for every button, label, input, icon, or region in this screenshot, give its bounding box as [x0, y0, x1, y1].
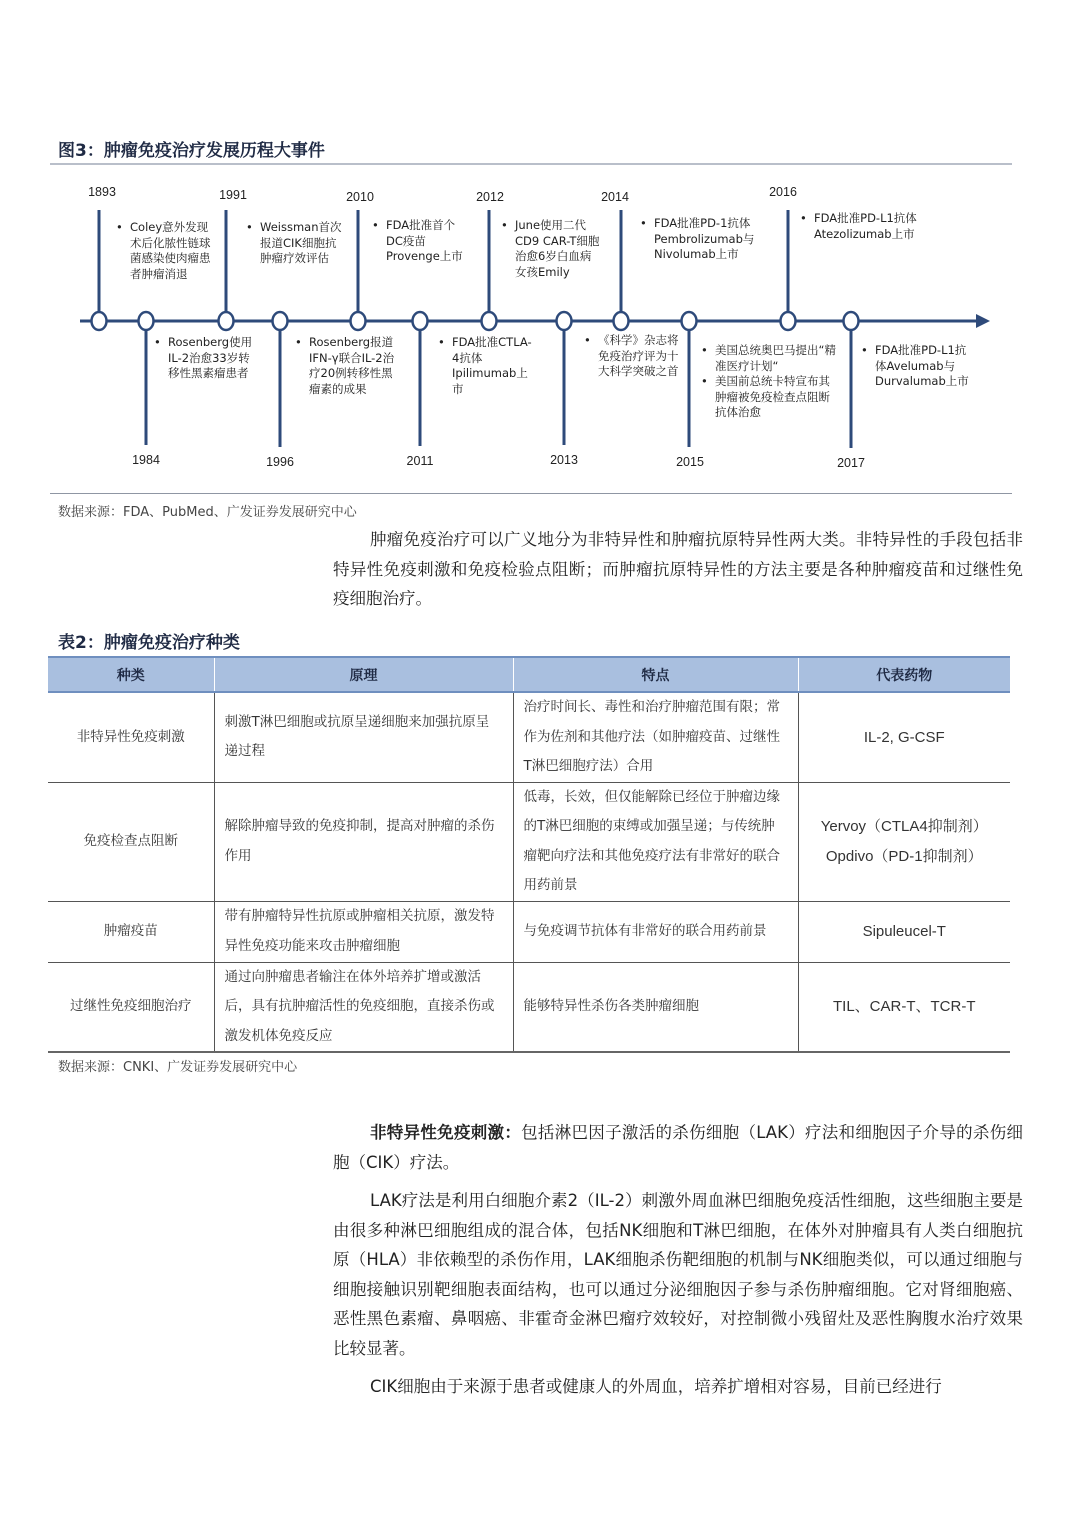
cell-drugs: TIL、CAR-T、TCR-T [798, 962, 1010, 1052]
event-text: • FDA批准首个DC疫苗Provenge上市 [372, 218, 464, 265]
table-row [48, 782, 1010, 901]
cell-principle: 通过向肿瘤患者输注在体外培养扩增或激活后，具有抗肿瘤活性的免疫细胞，直接杀伤或激发机体免疫反应 [214, 962, 513, 1052]
event-1984 [154, 335, 256, 382]
event-text: • FDA批准PD-L1抗体Atezolizumab上市 [800, 211, 926, 242]
drug-line: Opdivo（PD-1抑制剂） [825, 847, 983, 865]
cell-drugs: IL-2, G-CSF [798, 692, 1010, 782]
cell-feature: 低毒，长效，但仅能解除已经位于肿瘤边缘的T淋巴细胞的束缚或加强呈递；与传统肿瘤靶向疗法和其他免疫疗法有非常好的联合用药前景 [513, 782, 798, 901]
timeline-node [92, 312, 107, 330]
timeline-node [614, 312, 629, 330]
paragraph-4: CIK细胞由于来源于患者或健康人的外周血，培养扩增相对容易，目前已经进行 [370, 1377, 942, 1396]
timeline-diagram [0, 170, 1080, 490]
event-2010 [372, 218, 464, 265]
event-2011 [438, 335, 532, 397]
event-text: • 《科学》杂志将免疫治疗评为十大科学突破之首 [584, 333, 680, 380]
year-label-1984: 1984 [132, 453, 160, 467]
paragraph-2-lead: 非特异性免疫刺激： [370, 1123, 522, 1142]
timeline-node [351, 312, 366, 330]
event-text: • Coley意外发现术后化脓性链球菌感染使肉瘤患者肿瘤消退 [116, 220, 214, 282]
event-2017 [861, 343, 971, 390]
event-2014 [640, 216, 766, 263]
event-2013 [584, 333, 680, 380]
header-drugs: 代表药物 [798, 657, 1010, 692]
cell-principle: 带有肿瘤特异性抗原或肿瘤相关抗原，激发特异性免疫功能来攻击肿瘤细胞 [214, 901, 513, 962]
cell-category: 肿瘤疫苗 [48, 901, 214, 962]
event-2015 [701, 343, 837, 421]
table-header-row [48, 657, 1010, 692]
paragraph-2-text: 包括淋巴因子激活的杀伤细胞（LAK）疗法和细胞因子介导的杀伤细胞（CIK）疗法。 [333, 1123, 1024, 1172]
year-label-2010: 2010 [346, 190, 374, 204]
year-label-2011: 2011 [406, 454, 434, 468]
figure-title-divider [50, 163, 1012, 165]
timeline-node [682, 312, 697, 330]
year-label-2016: 2016 [769, 185, 797, 199]
cell-category: 免疫检查点阻断 [48, 782, 214, 901]
table-row [48, 962, 1010, 1052]
event-text: • 美国前总统卡特宣布其肿瘤被免疫检查点阻断抗体治愈 [701, 374, 837, 421]
paragraph-1: 肿瘤免疫治疗可以广义地分为非特异性和肿瘤抗原特异性两大类。非特异性的手段包括非特异性免疫刺激和免疫检验点阻断；而肿瘤抗原特异性的方法主要是各种肿瘤疫苗和过继性免疫细胞治疗。 [333, 530, 1023, 608]
cell-drugs [798, 782, 1010, 901]
year-label-2013: 2013 [550, 453, 578, 467]
timeline-node [482, 312, 497, 330]
timeline-node [219, 312, 234, 330]
event-1893 [116, 220, 214, 282]
table-row [48, 901, 1010, 962]
event-text: • Weissman首次报道CIK细胞抗肿瘤疗效评估 [246, 220, 342, 267]
timeline-node [139, 312, 154, 330]
year-label-1893: 1893 [88, 185, 116, 199]
event-text: • 美国总统奥巴马提出“精准医疗计划“ [701, 343, 837, 374]
figure-source: 数据来源：FDA、PubMed、广发证券发展研究中心 [58, 505, 357, 520]
cell-drugs: Sipuleucel-T [798, 901, 1010, 962]
paragraph-3: LAK疗法是利用白细胞介素2（IL-2）刺激外周血淋巴细胞免疫活性细胞，这些细胞主要是由很多种淋巴细胞组成的混合体，包括NK细胞和T淋巴细胞，在体外对肿瘤具有人类白细胞抗原（HLA）非依赖型的杀伤作用，LAK细胞杀伤靶细胞的机制与NK细胞类似，可以通过细胞与细胞接触识别靶细胞表面结构，也可以通过分泌细胞因子参与杀伤肿瘤细胞。它对肾细胞癌、恶性黑色素瘤、鼻咽癌、非霍奇金淋巴瘤疗效较好，对控制微小残留灶及恶性胸腹水治疗效果比较显著。 [333, 1191, 1023, 1358]
figure-source-divider [50, 493, 1012, 494]
header-feature: 特点 [513, 657, 798, 692]
timeline-node [273, 312, 288, 330]
table-source: 数据来源：CNKI、广发证券发展研究中心 [58, 1060, 298, 1075]
timeline-node [781, 312, 796, 330]
timeline-node [557, 312, 572, 330]
event-text: • Rosenberg使用IL-2治愈33岁转移性黑素瘤患者 [154, 335, 256, 382]
year-label-2017: 2017 [837, 456, 865, 470]
event-1991 [246, 220, 342, 267]
year-label-2014: 2014 [601, 190, 629, 204]
event-2016 [800, 211, 926, 242]
year-label-1991: 1991 [219, 188, 247, 202]
event-text: • June使用二代CD9 CAR-T细胞治愈6岁白血病女孩Emily [501, 218, 601, 280]
cell-principle: 解除肿瘤导致的免疫抑制，提高对肿瘤的杀伤作用 [214, 782, 513, 901]
header-principle: 原理 [214, 657, 513, 692]
cell-category: 过继性免疫细胞治疗 [48, 962, 214, 1052]
event-text: • FDA批准PD-L1抗体Avelumab与Durvalumab上市 [861, 343, 971, 390]
figure-title: 图3：肿瘤免疫治疗发展历程大事件 [58, 141, 325, 161]
header-category: 种类 [48, 657, 214, 692]
event-text: • FDA批准PD-1抗体Pembrolizumab与Nivolumab上市 [640, 216, 766, 263]
cell-feature: 能够特异性杀伤各类肿瘤细胞 [513, 962, 798, 1052]
table-row [48, 692, 1010, 782]
table-title: 表2：肿瘤免疫治疗种类 [58, 633, 240, 653]
cell-category: 非特异性免疫刺激 [48, 692, 214, 782]
drug-line: Yervoy（CTLA4抑制剂） [820, 818, 988, 835]
paragraph-2 [333, 1118, 1023, 1177]
cell-principle: 刺激T淋巴细胞或抗原呈递细胞来加强抗原呈递过程 [214, 692, 513, 782]
year-label-2012: 2012 [476, 190, 504, 204]
timeline-arrow-head [976, 314, 990, 328]
cell-feature: 与免疫调节抗体有非常好的联合用药前景 [513, 901, 798, 962]
event-1996 [295, 335, 399, 397]
year-label-1996: 1996 [266, 455, 294, 469]
year-label-2015: 2015 [676, 455, 704, 469]
timeline-node [413, 312, 428, 330]
event-text: • Rosenberg报道IFN-γ联合IL-2治疗20例转移性黑瘤素的成果 [295, 335, 399, 397]
event-2012 [501, 218, 601, 280]
therapy-types-table [48, 656, 1010, 1053]
timeline-node [844, 312, 859, 330]
event-text: • FDA批准CTLA-4抗体Ipilimumab上市 [438, 335, 532, 397]
cell-feature: 治疗时间长、毒性和治疗肿瘤范围有限；常作为佐剂和其他疗法（如肿瘤疫苗、过继性T淋巴细胞疗法）合用 [513, 692, 798, 782]
